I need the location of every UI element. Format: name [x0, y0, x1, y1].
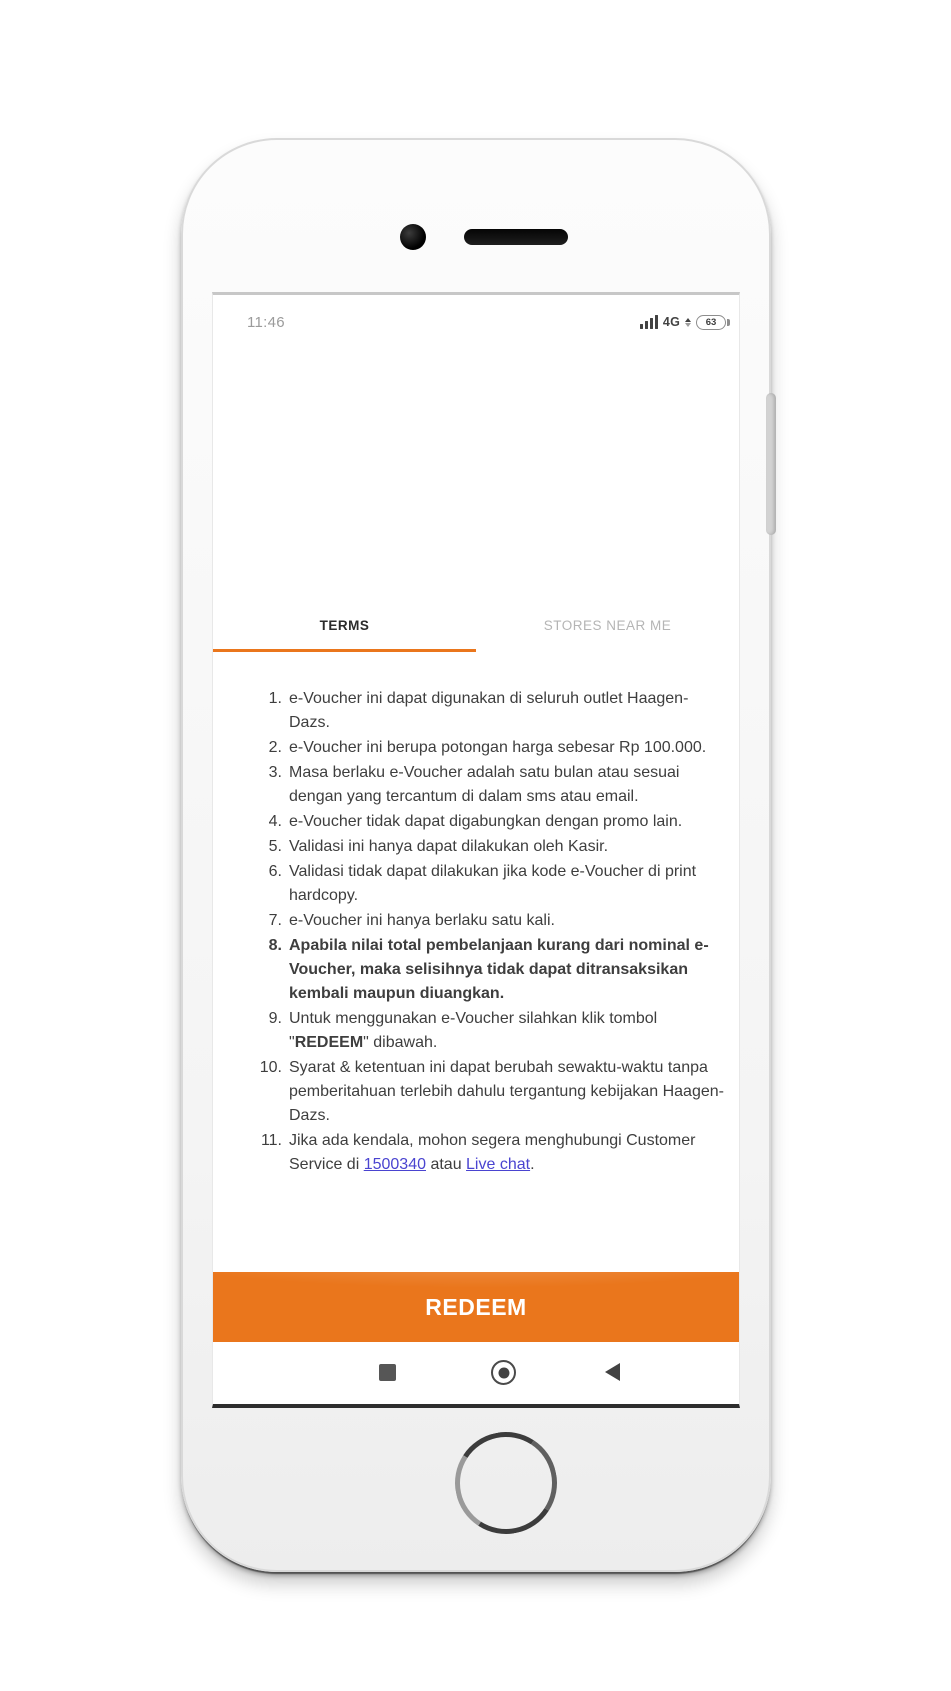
term-text-segment: e-Voucher tidak dapat digabungkan dengan promo lain. [289, 813, 683, 830]
android-nav-bar [213, 1342, 739, 1404]
term-text [289, 1007, 727, 1055]
term-text [289, 909, 727, 933]
battery-nub [727, 319, 730, 326]
term-text-segment: Jika ada kendala, mohon segera menghubungi Customer Service di [289, 1132, 696, 1173]
term-number: 4. [268, 813, 282, 830]
term-number: 6. [268, 863, 282, 880]
term-number: 2. [268, 739, 282, 756]
earpiece-speaker [464, 229, 568, 245]
term-text [289, 1056, 727, 1128]
term-item [255, 835, 727, 859]
term-number: 3. [268, 764, 282, 781]
term-number: 11. [260, 1132, 282, 1149]
term-text [289, 835, 727, 859]
tab-bar [213, 598, 739, 652]
status-time: 11:46 [247, 313, 285, 331]
term-item [255, 810, 727, 834]
term-number: 9. [268, 1010, 282, 1027]
term-item [255, 1129, 727, 1177]
home-circle-icon[interactable] [491, 1360, 516, 1385]
term-item [255, 687, 727, 735]
term-number: 7. [268, 912, 282, 929]
back-triangle-icon[interactable] [605, 1363, 620, 1381]
term-text-segment: Validasi tidak dapat dilakukan jika kode e-Voucher di print hardcopy. [289, 863, 697, 904]
terms-list [255, 687, 727, 1178]
term-item [255, 1056, 727, 1128]
term-number: 1. [268, 690, 282, 707]
signal-bars-icon [640, 315, 658, 329]
term-text-segment: Apabila nilai total pembelanjaan kurang dari nominal e-Voucher, maka selisihnya tidak dapat ditransaksikan kembali maupun diuangkan. [289, 937, 709, 1002]
term-text-segment: e-Voucher ini dapat digunakan di seluruh outlet Haagen-Dazs. [289, 690, 689, 731]
battery-icon [696, 315, 730, 330]
term-item [255, 909, 727, 933]
term-text [289, 761, 727, 809]
term-text [289, 1129, 727, 1177]
term-text-segment: Validasi ini hanya dapat dilakukan oleh Kasir. [289, 838, 609, 855]
tab-terms[interactable]: TERMS [213, 598, 476, 652]
battery-percent-label: 63 [696, 315, 726, 330]
term-item [255, 761, 727, 809]
term-text-segment: . [530, 1156, 535, 1173]
term-item [255, 934, 727, 1006]
data-arrows-icon [685, 318, 691, 327]
term-number: 8. [268, 937, 282, 954]
status-bar [213, 309, 739, 335]
recents-square-icon[interactable] [379, 1364, 396, 1381]
term-text [289, 736, 727, 760]
term-item [255, 1007, 727, 1055]
term-number: 5. [268, 838, 282, 855]
term-text [289, 810, 727, 834]
term-item [255, 860, 727, 908]
tab-stores-near-me[interactable]: STORES NEAR ME [543, 617, 672, 633]
term-text-segment: e-Voucher ini berupa potongan harga sebesar Rp 100.000. [289, 739, 707, 756]
term-text-segment: Syarat & ketentuan ini dapat berubah sewaktu-waktu tanpa pemberitahuan terlebih dahulu tergantung kebijakan Haagen-Dazs. [289, 1059, 724, 1124]
term-text-bold: REDEEM [294, 1034, 364, 1051]
term-text-segment: e-Voucher ini hanya berlaku satu kali. [289, 912, 555, 929]
status-icons-group [640, 315, 730, 330]
term-text [289, 860, 727, 908]
term-text [289, 687, 727, 735]
term-item [255, 736, 727, 760]
term-text-segment: atau [426, 1156, 467, 1173]
term-link[interactable]: Live chat [466, 1156, 531, 1173]
term-text-segment: Untuk menggunakan e-Voucher silahkan klik tombol " [289, 1010, 658, 1051]
app-screen [212, 292, 740, 1408]
phone-side-button [766, 393, 776, 535]
front-camera-icon [400, 224, 426, 250]
term-text [289, 934, 727, 1006]
term-text-segment: " dibawah. [363, 1034, 438, 1051]
redeem-button[interactable]: REDEEM [213, 1272, 739, 1342]
term-text-segment: Masa berlaku e-Voucher adalah satu bulan atau sesuai dengan yang tercantum di dalam sms atau email. [289, 764, 680, 805]
term-link[interactable]: 1500340 [363, 1156, 426, 1173]
network-type-label: 4G [662, 315, 680, 329]
term-number: 10. [259, 1059, 282, 1076]
